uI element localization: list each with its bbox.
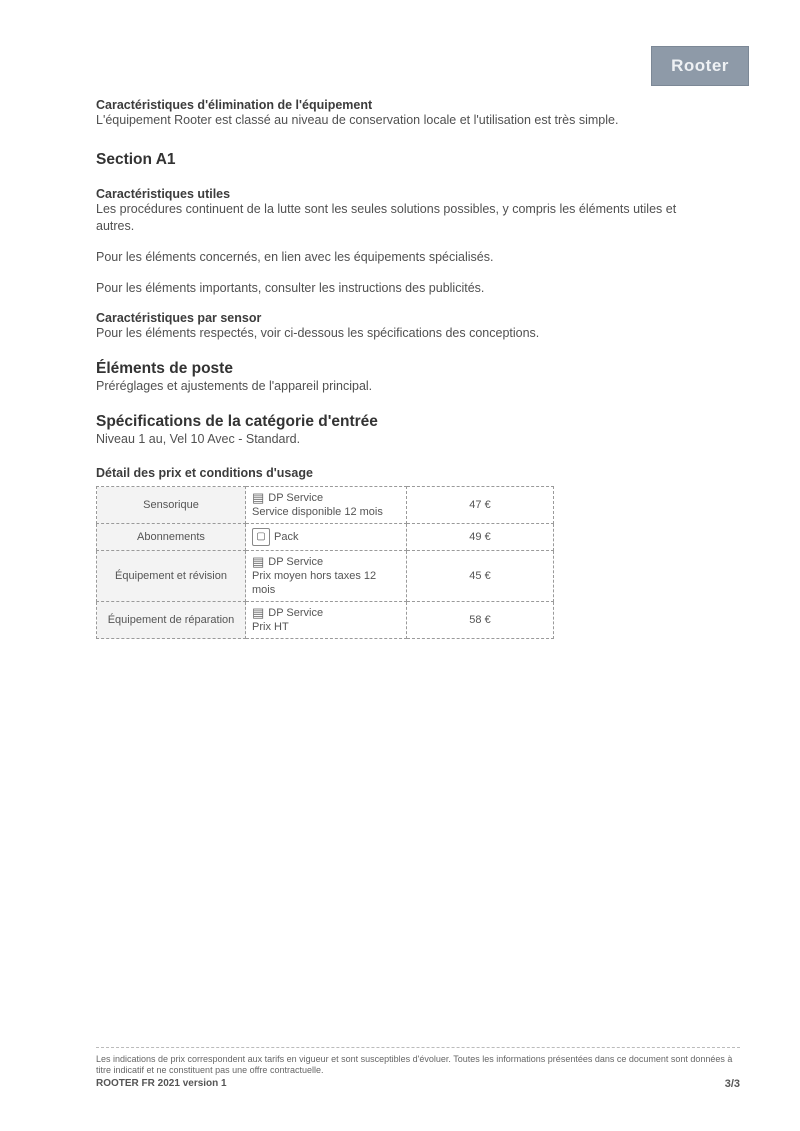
footer-disclaimer: Les indications de prix correspondent aux tarifs en vigueur et sont susceptibles d'évoluer. Toutes les informations présentées dans ce document sont données à titre indicatif et ne constituent pas une offre contractuelle. bbox=[96, 1054, 733, 1075]
section-c-title: Spécifications de la catégorie d'entrée bbox=[96, 413, 378, 430]
section-a-para2: Pour les éléments concernés, en lien avec les équipements spécialisés. bbox=[96, 250, 494, 264]
brand-badge: Rooter bbox=[651, 46, 749, 86]
row-price: 49 € bbox=[407, 524, 554, 551]
row-price: 47 € bbox=[407, 487, 554, 524]
section-a-sub2-body: Pour les éléments respectés, voir ci-dessous les spécifications des conceptions. bbox=[96, 326, 540, 340]
row-detail-line2: Service disponible 12 mois bbox=[252, 506, 383, 518]
section-a-title: Section A1 bbox=[96, 151, 176, 168]
row-label: Équipement et révision bbox=[97, 551, 246, 602]
footer-version: ROOTER FR 2021 version 1 bbox=[96, 1078, 227, 1089]
row-label: Équipement de réparation bbox=[97, 602, 246, 639]
row-price: 58 € bbox=[407, 602, 554, 639]
row-detail bbox=[246, 602, 407, 639]
page-number: 3/3 bbox=[724, 1078, 740, 1090]
row-label: Sensorique bbox=[97, 487, 246, 524]
table-row bbox=[97, 487, 554, 524]
document-icon: ▤ bbox=[252, 554, 265, 569]
intro-body: L'équipement Rooter est classé au niveau de conservation locale et l'utilisation est très simple. bbox=[96, 113, 619, 127]
row-detail-line1: DP Service bbox=[268, 607, 324, 619]
box-icon: ▢ bbox=[252, 528, 270, 546]
row-detail bbox=[246, 487, 407, 524]
row-price: 45 € bbox=[407, 551, 554, 602]
row-detail-line1: Pack bbox=[274, 531, 299, 543]
section-a-sub1-body: Les procédures continuent de la lutte sont les seules solutions possibles, y compris les éléments utiles et autres. bbox=[96, 202, 677, 233]
row-detail bbox=[246, 551, 407, 602]
section-b-title: Éléments de poste bbox=[96, 360, 233, 377]
table-row bbox=[97, 602, 554, 639]
section-a-sub2-heading: Caractéristiques par sensor bbox=[96, 311, 262, 325]
section-a-sub1-heading: Caractéristiques utiles bbox=[96, 187, 231, 201]
document-icon: ▤ bbox=[252, 605, 265, 620]
row-label: Abonnements bbox=[97, 524, 246, 551]
row-detail-line2: Prix moyen hors taxes 12 mois bbox=[252, 570, 377, 596]
pricing-table bbox=[96, 486, 554, 639]
document-icon: ▤ bbox=[252, 490, 265, 505]
table-row bbox=[97, 524, 554, 551]
row-detail bbox=[246, 524, 407, 551]
intro-heading: Caractéristiques d'élimination de l'équipement bbox=[96, 98, 373, 112]
row-detail-line2: Prix HT bbox=[252, 621, 289, 633]
document-body bbox=[96, 98, 706, 639]
section-b-body: Préréglages et ajustements de l'appareil principal. bbox=[96, 379, 373, 393]
section-a-para3: Pour les éléments importants, consulter les instructions des publicités. bbox=[96, 281, 485, 295]
table-row bbox=[97, 551, 554, 602]
row-detail-line1: DP Service bbox=[268, 556, 324, 568]
section-c-body: Niveau 1 au, Vel 10 Avec - Standard. bbox=[96, 432, 301, 446]
table-title: Détail des prix et conditions d'usage bbox=[96, 466, 313, 480]
row-detail-line1: DP Service bbox=[268, 492, 324, 504]
page-footer bbox=[96, 1047, 740, 1090]
